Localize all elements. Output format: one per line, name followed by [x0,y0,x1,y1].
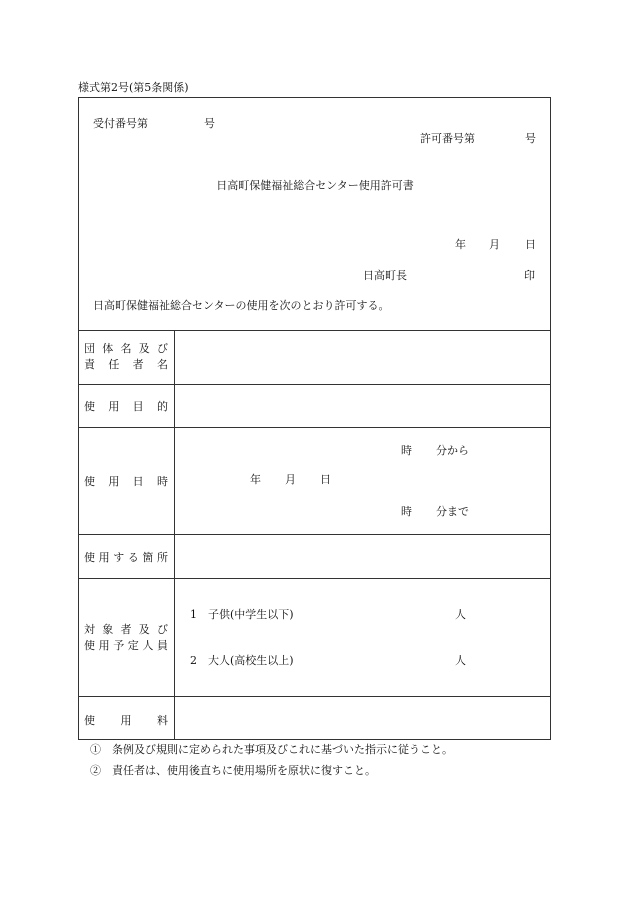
datetime-year: 年 [250,473,261,486]
end-minute-until: 分まで [436,505,469,518]
note-item: ② 責任者は、使用後直ちに使用場所を原状に復すこと。 [90,764,376,777]
start-minute-from: 分から [436,444,469,457]
datetime-field[interactable] [175,428,550,534]
end-hour: 時 [401,505,412,518]
attendee-adults: 2 大人(高校生以上) [190,654,294,667]
reception-number-prefix: 受付番号第 [93,117,148,130]
datetime-label: 使用日時 [84,475,168,488]
seal-mark: 印 [524,269,535,282]
start-hour: 時 [401,444,412,457]
date-year: 年 [455,238,466,251]
attendee-adults-unit: 人 [455,654,466,667]
attendees-label-line2: 使用予定人員 [84,639,168,652]
issuer-title: 日高町長 [363,269,407,282]
permit-number-prefix: 許可番号第 [420,132,475,145]
datetime-day: 日 [320,473,331,486]
note-item: ① 条例及び規則に定められた事項及びこれに基づいた指示に従うこと。 [90,743,453,756]
form-label: 様式第2号(第5条関係) [78,81,189,94]
permit-number-suffix: 号 [525,132,536,145]
attendee-children: 1 子供(中学生以下) [190,608,294,621]
attendees-label [84,622,168,654]
datetime-month: 月 [285,473,296,486]
location-label: 使用する箇所 [84,551,168,564]
permit-statement: 日高町保健福祉総合センターの使用を次のとおり許可する。 [93,299,390,312]
location-field[interactable] [175,535,550,578]
purpose-label: 使用目的 [84,400,168,413]
reception-number-suffix: 号 [204,117,215,130]
date-month: 月 [489,238,500,251]
fee-label: 使用料 [84,714,168,727]
attendees-field[interactable] [175,579,550,696]
attendee-children-unit: 人 [455,608,466,621]
document-title: 日高町保健福祉総合センター使用許可書 [216,179,414,192]
organization-label-line2: 責任者名 [84,358,168,371]
date-day: 日 [525,238,536,251]
organization-label-line1: 団体名及び [84,342,168,355]
purpose-field[interactable] [175,385,550,427]
organization-label [84,341,168,373]
fee-field[interactable] [175,697,550,739]
attendees-label-line1: 対象者及び [84,623,168,636]
organization-field[interactable] [175,331,550,384]
